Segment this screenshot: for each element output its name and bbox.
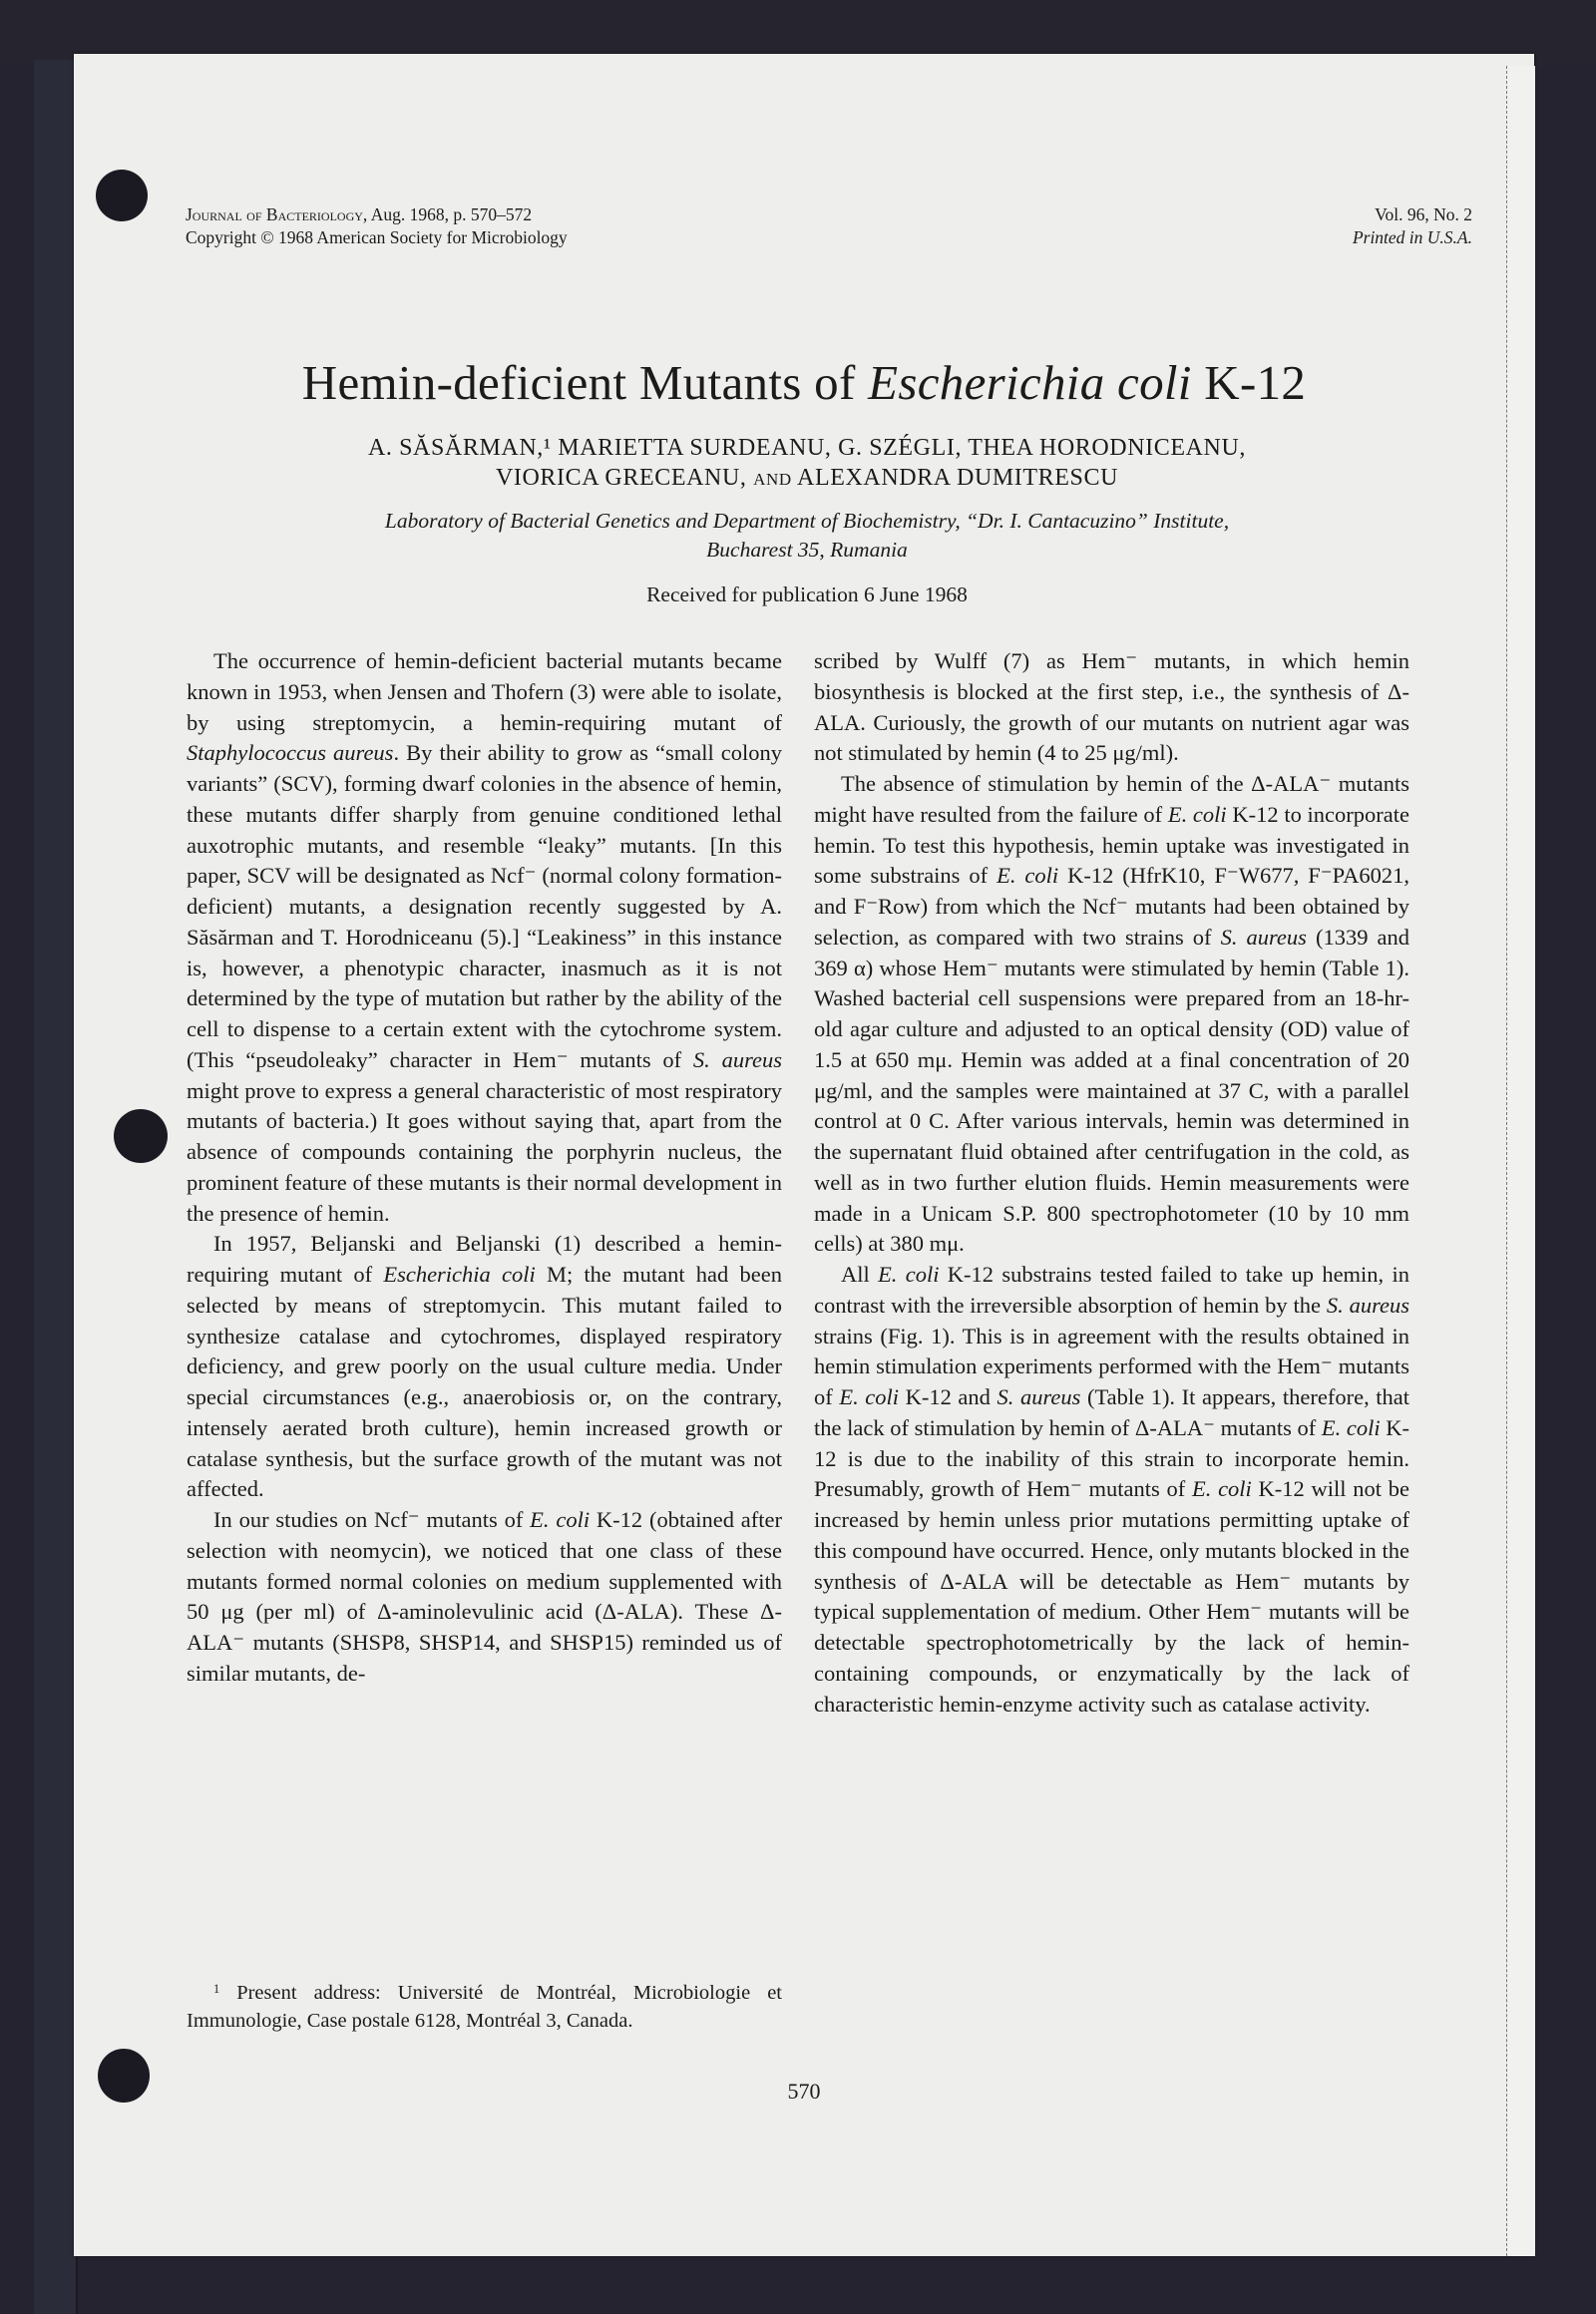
text-run: K-12 and <box>899 1384 998 1409</box>
affiliation-line-1: Laboratory of Bacterial Genetics and Department of Biochemistry, “Dr. I. Cantacuzino” Institute, <box>384 509 1230 533</box>
volume-info <box>1353 203 1472 249</box>
journal-citation <box>186 203 568 249</box>
body-column-right <box>814 646 1409 1720</box>
footnote <box>187 1979 782 2035</box>
species-name: E. coli <box>997 863 1059 889</box>
text-run: The occurrence of hemin-deficient bacterial mutants became known in 1953, when Jensen and Thofern (3) were able to isolate, by using streptomycin, a hemin-requiring mutant of <box>187 648 782 735</box>
text-run: All <box>841 1262 879 1287</box>
text-run: In our studies on Ncf⁻ mutants of <box>213 1507 531 1532</box>
species-name: S. aureus <box>1326 1292 1409 1318</box>
journal-page <box>74 54 1534 2256</box>
text-run: M; the mutant had been selected by means of streptomycin. This mutant failed to synthesize catalase and cytochromes, displayed respiratory deficiency, and grew poorly on the usual culture media. Under special circumstances (e.g., anaerobiosis or, on the contrary, intensely aerated broth culture), hemin increased growth or catalase synthesis, but the surface growth of the mutant was not affected. <box>187 1262 782 1502</box>
article-title <box>74 353 1534 413</box>
journal-name: Journal of Bacteriology <box>186 204 363 224</box>
affiliation-line-2: Bucharest 35, Rumania <box>706 538 908 562</box>
species-name: S. aureus <box>692 1046 782 1072</box>
text-run: . By their ability to grow as “small colony variants” (SCV), forming dwarf colonies in the absence of hemin, these mutants differ sharply from genuine conditioned lethal auxotrophic mutants, and resemble “leaky” mutants. [In this paper, SCV will be designated as Ncf⁻ (normal colony formation-deficient) mutants, a designation recently suggested by A. Săsărman and T. Horodniceanu (5).] “Leakiness” in this instance is, however, a phenotypic character, inasmuch as it is not determined by the type of mutation but rather by the ability of the cell to dispense to a certain extent with the cytochrome system. (This “pseudoleaky” character in Hem⁻ mutants of <box>187 740 782 1072</box>
binder-background-left <box>34 60 78 2314</box>
footnote-marker: 1 <box>213 1981 220 1996</box>
text-run: (1339 and 369 α) whose Hem⁻ mutants were stimulated by hemin (Table 1). Washed bacterial cell suspensions were prepared from an 18-hr-old agar culture and adjusted to an optical density (OD) value of 1.5 at 650 mμ. Hemin was added at a final concentration of 20 μg/ml, and the samples were maintained at 37 C, with a parallel control at 0 C. After various intervals, hemin was determined in the supernatant fluid obtained after centrifugation in the cold, as well as in two further elution fluids. Hemin measurements were made in a Unicam S.P. 800 spectrophotometer (10 by 10 mm cells) at 380 mμ. <box>814 924 1410 1257</box>
text-run: K-12 substrains tested failed to take up hemin, in contrast with the irreversible absorption of hemin by the <box>814 1262 1409 1318</box>
species-name: E. coli <box>530 1507 591 1532</box>
authors-and: and <box>753 465 792 491</box>
text-run: (Table 1). It appears, therefore, that the lack of stimulation by hemin of Δ-ALA⁻ mutants of <box>814 1384 1410 1440</box>
authors-line-2-part-a: VIORICA GRECEANU, <box>495 465 754 491</box>
species-name: E. coli <box>878 1262 940 1287</box>
species-name: S. aureus <box>1220 924 1307 950</box>
copyright-line: Copyright © 1968 American Society for Microbiology <box>186 227 568 247</box>
volume-number: Vol. 96, No. 2 <box>1375 204 1472 224</box>
text-run: In 1957, Beljanski and Beljanski (1) described a hemin-requiring mutant of <box>187 1231 782 1287</box>
text-run: strains (Fig. 1). This is in agreement with the results obtained in hemin stimulation experiments performed with the Hem⁻ mutants of <box>814 1323 1409 1409</box>
species-name: Staphylococcus aureus <box>187 740 394 766</box>
text-run: The absence of stimulation by hemin of the Δ-ALA⁻ mutants might have resulted from the failure of <box>814 771 1409 827</box>
text-run: K-12 (HfrK10, F⁻W677, F⁻PA6021, and F⁻Row) from which the Ncf⁻ mutants had been obtained by selection, as compared with two strains of <box>814 863 1409 950</box>
authors-line-2-part-b: ALEXANDRA DUMITRESCU <box>791 465 1119 491</box>
punch-hole-top <box>96 170 148 221</box>
paragraph <box>187 646 782 1229</box>
text-run: K-12 will not be increased by hemin unless prior mutations permitting uptake of this compound have occurred. Hence, only mutants blocked in the synthesis of Δ-ALA will be detectable as Hem⁻ mutants by typical supplementation of medium. Other Hem⁻ mutants will be detectable spectrophotometrically by the lack of hemin-containing compounds, or enzymatically by the lack of characteristic hemin-enzyme activity such as catalase activity. <box>814 1476 1410 1717</box>
affiliation <box>223 507 1391 565</box>
title-species: Escherichia coli <box>868 355 1192 410</box>
author-list <box>223 433 1391 493</box>
text-run: might prove to express a general characteristic of most respiratory mutants of bacteria.) It goes without saying that, apart from the absence of compounds containing the porphyrin nucleus, the prominent feature of these mutants is their normal development in the presence of hemin. <box>187 1077 782 1226</box>
punch-hole-middle <box>114 1109 168 1163</box>
species-name: E. coli <box>1191 1476 1252 1502</box>
paragraph <box>814 1260 1409 1720</box>
text-run: K-12 is due to the inability of this strain to incorporate hemin. Presumably, growth of Hem⁻ mutants of <box>814 1414 1409 1502</box>
species-name: S. aureus <box>997 1384 1081 1409</box>
printed-in: Printed in U.S.A. <box>1352 227 1472 247</box>
species-name: E. coli <box>1167 801 1227 827</box>
text-run: K-12 to incorporate hemin. To test this hypothesis, hemin uptake was investigated in some substrains of <box>814 801 1409 889</box>
paragraph <box>187 1505 782 1690</box>
issue-info: , Aug. 1968, p. 570–572 <box>362 204 533 224</box>
received-date: Received for publication 6 June 1968 <box>646 582 968 606</box>
page-number: 570 <box>787 2079 821 2104</box>
title-strain: K-12 <box>1191 355 1307 410</box>
text-run: K-12 (obtained after selection with neomycin), we noticed that one class of these mutants formed normal colonies on medium supplemented with 50 μg (per ml) of Δ-aminolevulinic acid (Δ-ALA). These Δ-ALA⁻ mutants (SHSP8, SHSP14, and SHSP15) reminded us of similar mutants, de- <box>187 1507 782 1686</box>
footnote-text: Present address: Université de Montréal, Microbiologie et Immunologie, Case postale 6128, Montréal 3, Canada. <box>187 1982 782 2032</box>
species-name: E. coli <box>1321 1414 1381 1440</box>
paragraph: scribed by Wulff (7) as Hem⁻ mutants, in which hemin biosynthesis is blocked at the first step, i.e., the synthesis of Δ-ALA. Curiously, the growth of our mutants on nutrient agar was not stimulated by hemin (4 to 25 μg/ml). <box>814 648 1409 766</box>
body-column-left <box>187 646 782 1690</box>
paragraph <box>814 769 1409 1260</box>
title-text: Hemin-deficient Mutants of <box>301 355 869 410</box>
paragraph <box>187 1229 782 1505</box>
authors-line-1: A. SĂSĂRMAN,¹ MARIETTA SURDEANU, G. SZÉGLI, THEA HORODNICEANU, <box>367 435 1247 461</box>
authors-line-2 <box>223 463 1391 493</box>
species-name: Escherichia coli <box>383 1262 536 1287</box>
species-name: E. coli <box>839 1384 900 1409</box>
